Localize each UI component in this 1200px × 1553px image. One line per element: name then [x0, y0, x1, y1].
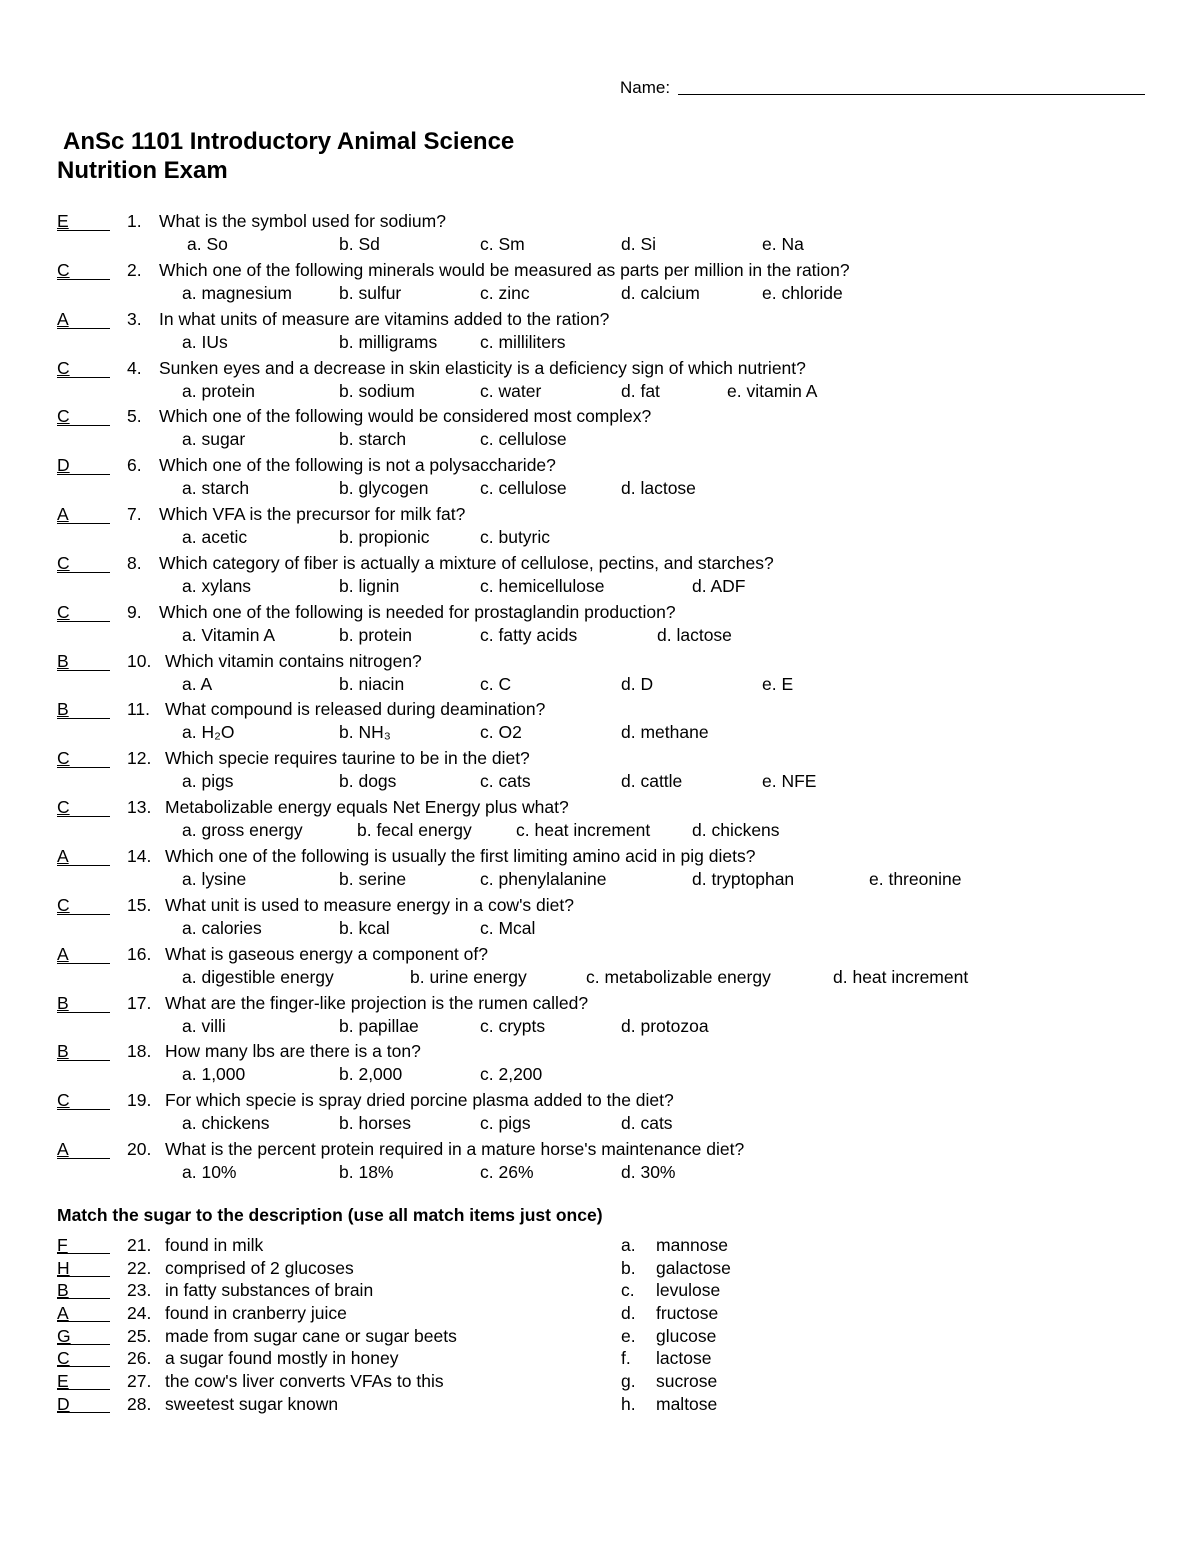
- answer-option: d. Si: [621, 234, 657, 254]
- question-number: 13.: [127, 797, 152, 818]
- answer-letter: C: [57, 1090, 70, 1111]
- answer-blank[interactable]: [57, 1348, 110, 1367]
- answer-letter: A: [57, 1303, 69, 1324]
- question-text: Which one of the following minerals would be measured as parts per million in the ration?: [159, 259, 850, 280]
- answer-option: e. NFE: [762, 771, 817, 792]
- answer-option: d. fat: [621, 380, 660, 401]
- answer-option: d. protozoa: [621, 1015, 709, 1036]
- answer-option: b. papillae: [339, 1015, 419, 1036]
- question-number: 1.: [127, 211, 142, 231]
- answer-option: d. cats: [621, 1113, 673, 1134]
- answer-option: a. pigs: [182, 771, 234, 792]
- question-17: [57, 992, 1177, 1041]
- description-text: sweetest sugar known: [165, 1393, 339, 1414]
- answer-letter: A: [57, 943, 69, 964]
- answer-blank[interactable]: [57, 602, 110, 622]
- answer-letter: B: [57, 1041, 69, 1062]
- question-text: What is gaseous energy a component of?: [165, 943, 488, 964]
- answer-blank[interactable]: [57, 358, 110, 378]
- answer-option: c. fatty acids: [480, 624, 578, 645]
- answer-option: c. water: [480, 380, 542, 401]
- question-text: What is the percent protein required in a mature horse's maintenance diet?: [165, 1139, 745, 1160]
- answer-letter: B: [57, 699, 69, 720]
- matching-item-26: [57, 1347, 1177, 1370]
- question-text: Which VFA is the precursor for milk fat?: [159, 504, 466, 525]
- answer-option: a. starch: [182, 478, 250, 499]
- question-number: 7.: [127, 504, 142, 525]
- name-label: Name:: [620, 78, 671, 97]
- sugar-choice: glucose: [656, 1325, 717, 1346]
- answer-option: a. lysine: [182, 868, 247, 889]
- question-number: 22.: [127, 1257, 152, 1278]
- answer-option: d. heat increment: [833, 966, 969, 987]
- question-7: [57, 503, 1177, 552]
- question-6: [57, 454, 1177, 503]
- answer-option: e. E: [762, 673, 794, 694]
- answer-option: b. horses: [339, 1113, 411, 1134]
- answer-option: e. Na: [762, 234, 804, 254]
- question-8: [57, 552, 1177, 601]
- question-number: 19.: [127, 1090, 152, 1111]
- question-text: Which one of the following is usually the first limiting amino acid in pig diets?: [165, 845, 756, 866]
- description-text: found in cranberry juice: [165, 1303, 347, 1324]
- question-9: [57, 601, 1177, 650]
- answer-option: c. cellulose: [480, 429, 567, 450]
- matching-section-title: Match the sugar to the description (use all match items just once): [57, 1205, 603, 1225]
- answer-letter: C: [57, 1348, 70, 1369]
- matching-item-24: [57, 1302, 1177, 1325]
- answer-option: e. threonine: [869, 868, 962, 889]
- answer-blank[interactable]: [57, 553, 110, 573]
- answer-option: d. lactose: [621, 478, 696, 499]
- answer-blank[interactable]: [57, 748, 110, 768]
- question-11: [57, 698, 1177, 747]
- answer-letter: A: [57, 845, 69, 866]
- description-text: comprised of 2 glucoses: [165, 1257, 354, 1278]
- choice-letter: d.: [621, 1303, 636, 1324]
- answer-blank[interactable]: [57, 1280, 110, 1299]
- answer-option: c. 26%: [480, 1162, 534, 1183]
- answer-letter: C: [57, 357, 70, 378]
- answer-letter: A: [57, 308, 69, 329]
- answer-letter: B: [57, 1280, 69, 1301]
- answer-option: b. starch: [339, 429, 407, 450]
- answer-option: a. 1,000: [182, 1064, 246, 1085]
- description-text: in fatty substances of brain: [165, 1280, 374, 1301]
- question-text: Metabolizable energy equals Net Energy plus what?: [165, 797, 569, 818]
- question-number: 14.: [127, 845, 152, 866]
- matching-item-22: [57, 1257, 1177, 1280]
- answer-option: c. heat increment: [516, 820, 651, 841]
- matching-list: [57, 1234, 1177, 1416]
- course-title: AnSc 1101 Introductory Animal Science: [63, 128, 515, 155]
- answer-letter: C: [57, 406, 70, 427]
- answer-option: d. lactose: [657, 624, 732, 645]
- answer-option: a. chickens: [182, 1113, 270, 1134]
- answer-option: b. glycogen: [339, 478, 429, 499]
- answer-option: c. Mcal: [480, 917, 536, 938]
- answer-letter: C: [57, 797, 70, 818]
- answer-blank[interactable]: [57, 1258, 110, 1277]
- answer-letter: E: [57, 1371, 69, 1392]
- answer-blank[interactable]: [57, 406, 110, 426]
- matching-item-23: [57, 1279, 1177, 1302]
- description-text: made from sugar cane or sugar beets: [165, 1325, 457, 1346]
- answer-option: a. sugar: [182, 429, 246, 450]
- answer-option: a. Vitamin A: [182, 624, 276, 645]
- sugar-choice: mannose: [656, 1235, 728, 1255]
- choice-letter: g.: [621, 1371, 636, 1392]
- question-list: [57, 210, 1177, 1187]
- question-13: [57, 796, 1177, 845]
- answer-letter: C: [57, 748, 70, 769]
- question-10: [57, 650, 1177, 699]
- exam-subtitle: Nutrition Exam: [57, 157, 228, 184]
- choice-letter: b.: [621, 1257, 636, 1278]
- answer-letter: A: [57, 1139, 69, 1160]
- answer-option: c. butyric: [480, 527, 551, 548]
- answer-option: b. protein: [339, 624, 412, 645]
- question-3: [57, 308, 1177, 357]
- answer-option: a. 10%: [182, 1162, 237, 1183]
- answer-option: b. lignin: [339, 575, 400, 596]
- answer-option: a. gross energy: [182, 820, 303, 841]
- question-number: 12.: [127, 748, 152, 769]
- question-number: 6.: [127, 455, 142, 476]
- question-text: Which one of the following is needed for prostaglandin production?: [159, 601, 676, 622]
- answer-option: c. phenylalanine: [480, 868, 607, 889]
- answer-letter: D: [57, 1393, 70, 1414]
- question-number: 26.: [127, 1348, 152, 1369]
- question-number: 3.: [127, 308, 142, 329]
- answer-option: b. serine: [339, 868, 407, 889]
- choice-letter: c.: [621, 1280, 635, 1301]
- description-text: found in milk: [165, 1235, 264, 1255]
- question-number: 20.: [127, 1139, 152, 1160]
- question-number: 21.: [127, 1235, 152, 1255]
- answer-option: a. protein: [182, 380, 255, 401]
- answer-letter: C: [57, 894, 70, 915]
- sugar-choice: maltose: [656, 1393, 718, 1414]
- question-text: Sunken eyes and a decrease in skin elasticity is a deficiency sign of which nutrient?: [159, 357, 806, 378]
- question-14: [57, 845, 1177, 894]
- matching-item-21: [57, 1234, 1177, 1257]
- name-field[interactable]: [620, 76, 1145, 98]
- answer-letter: G: [57, 1325, 71, 1346]
- answer-option: d. tryptophan: [692, 868, 795, 889]
- answer-option: d. cattle: [621, 771, 683, 792]
- matching-item-25: [57, 1325, 1177, 1348]
- question-text: Which specie requires taurine to be in the diet?: [165, 748, 530, 769]
- question-1: [57, 210, 1177, 259]
- question-text: Which one of the following would be considered most complex?: [159, 406, 652, 427]
- question-text: In what units of measure are vitamins added to the ration?: [159, 308, 610, 329]
- answer-blank[interactable]: [57, 260, 110, 280]
- answer-option: c. Sm: [480, 234, 525, 254]
- name-blank-line[interactable]: [678, 94, 1145, 95]
- question-number: 27.: [127, 1371, 152, 1392]
- answer-option: c. metabolizable energy: [586, 966, 771, 987]
- answer-option: a. digestible energy: [182, 966, 334, 987]
- answer-letter: B: [57, 992, 69, 1013]
- answer-option: b. 18%: [339, 1162, 394, 1183]
- question-number: 11.: [127, 699, 151, 720]
- question-text: How many lbs are there is a ton?: [165, 1041, 421, 1062]
- answer-option: d. calcium: [621, 282, 700, 303]
- answer-blank[interactable]: [57, 651, 110, 671]
- question-text: What compound is released during deamination?: [165, 699, 546, 720]
- answer-option: c. cellulose: [480, 478, 567, 499]
- question-number: 23.: [127, 1280, 152, 1301]
- answer-option: b. propionic: [339, 527, 430, 548]
- question-18: [57, 1040, 1177, 1089]
- answer-option: b. kcal: [339, 917, 390, 938]
- answer-option: d. ADF: [692, 575, 746, 596]
- answer-option: e. vitamin A: [727, 380, 818, 401]
- question-15: [57, 894, 1177, 943]
- question-number: 2.: [127, 259, 142, 280]
- question-number: 9.: [127, 601, 142, 622]
- question-16: [57, 943, 1177, 992]
- answer-blank[interactable]: [57, 846, 110, 866]
- question-number: 8.: [127, 552, 142, 573]
- question-number: 5.: [127, 406, 142, 427]
- question-text: Which one of the following is not a polysaccharide?: [159, 455, 556, 476]
- answer-blank[interactable]: [57, 1371, 110, 1390]
- answer-option: c. cats: [480, 771, 531, 792]
- answer-option: d. methane: [621, 722, 709, 743]
- answer-letter: B: [57, 650, 69, 671]
- description-text: a sugar found mostly in honey: [165, 1348, 399, 1369]
- sugar-choice: lactose: [656, 1348, 712, 1369]
- answer-option: c. 2,200: [480, 1064, 543, 1085]
- answer-option: c. milliliters: [480, 331, 566, 352]
- description-text: the cow's liver converts VFAs to this: [165, 1371, 444, 1392]
- answer-blank[interactable]: [57, 797, 110, 817]
- answer-option: c. pigs: [480, 1113, 531, 1134]
- answer-option: a. So: [187, 234, 228, 254]
- answer-blank[interactable]: [57, 1090, 110, 1110]
- sugar-choice: galactose: [656, 1257, 731, 1278]
- answer-blank[interactable]: [57, 895, 110, 915]
- answer-blank[interactable]: [57, 993, 110, 1013]
- question-text: Which category of fiber is actually a mixture of cellulose, pectins, and starches?: [159, 552, 774, 573]
- question-text: What is the symbol used for sodium?: [159, 211, 446, 231]
- answer-option: a. IUs: [182, 331, 228, 352]
- choice-letter: h.: [621, 1393, 636, 1414]
- question-number: 10.: [127, 650, 152, 671]
- choice-letter: f.: [621, 1348, 631, 1369]
- answer-blank[interactable]: [57, 211, 110, 231]
- answer-option: b. urine energy: [410, 966, 527, 987]
- question-text: For which specie is spray dried porcine plasma added to the diet?: [165, 1090, 674, 1111]
- answer-option: a. acetic: [182, 527, 248, 548]
- answer-option: c. zinc: [480, 282, 530, 303]
- answer-blank[interactable]: [57, 944, 110, 964]
- answer-option: b. fecal energy: [357, 820, 472, 841]
- question-text: What unit is used to measure energy in a cow's diet?: [165, 894, 574, 915]
- question-12: [57, 747, 1177, 796]
- answer-option: d. 30%: [621, 1162, 676, 1183]
- answer-option: e. chloride: [762, 282, 843, 303]
- answer-letter: F: [57, 1235, 68, 1255]
- answer-option: b. NH₃: [339, 722, 391, 743]
- answer-blank[interactable]: [57, 455, 110, 475]
- answer-option: d. chickens: [692, 820, 780, 841]
- question-number: 25.: [127, 1325, 152, 1346]
- matching-item-28: [57, 1393, 1177, 1416]
- answer-option: a. H₂O: [182, 722, 235, 743]
- exam-title: [57, 127, 514, 185]
- answer-option: c. crypts: [480, 1015, 546, 1036]
- question-number: 17.: [127, 992, 152, 1013]
- answer-blank[interactable]: [57, 1235, 110, 1254]
- question-2: [57, 259, 1177, 308]
- matching-item-27: [57, 1370, 1177, 1393]
- question-5: [57, 405, 1177, 454]
- question-number: 18.: [127, 1041, 152, 1062]
- answer-blank[interactable]: [57, 504, 110, 524]
- answer-blank[interactable]: [57, 309, 110, 329]
- question-19: [57, 1089, 1177, 1138]
- answer-option: b. sulfur: [339, 282, 402, 303]
- sugar-choice: fructose: [656, 1303, 719, 1324]
- answer-option: a. villi: [182, 1015, 226, 1036]
- answer-blank[interactable]: [57, 1041, 110, 1061]
- question-number: 28.: [127, 1393, 152, 1414]
- answer-option: a. calories: [182, 917, 262, 938]
- answer-letter: D: [57, 455, 70, 476]
- answer-option: d. D: [621, 673, 654, 694]
- answer-option: c. hemicellulose: [480, 575, 605, 596]
- question-text: Which vitamin contains nitrogen?: [165, 650, 422, 671]
- sugar-choice: sucrose: [656, 1371, 718, 1392]
- answer-blank[interactable]: [57, 699, 110, 719]
- answer-letter: E: [57, 211, 69, 231]
- answer-blank[interactable]: [57, 1303, 110, 1322]
- answer-option: b. 2,000: [339, 1064, 403, 1085]
- sugar-choice: levulose: [656, 1280, 721, 1301]
- answer-option: a. A: [182, 673, 213, 694]
- question-number: 24.: [127, 1303, 152, 1324]
- answer-blank[interactable]: [57, 1394, 110, 1413]
- question-number: 4.: [127, 357, 142, 378]
- answer-blank[interactable]: [57, 1139, 110, 1159]
- question-20: [57, 1138, 1177, 1187]
- answer-option: b. sodium: [339, 380, 415, 401]
- answer-blank[interactable]: [57, 1326, 110, 1345]
- answer-option: b. milligrams: [339, 331, 438, 352]
- question-text: What are the finger-like projection is the rumen called?: [165, 992, 589, 1013]
- question-4: [57, 357, 1177, 406]
- answer-option: b. Sd: [339, 234, 380, 254]
- answer-letter: A: [57, 504, 69, 525]
- answer-option: c. O2: [480, 722, 522, 743]
- answer-letter: H: [57, 1257, 70, 1278]
- answer-letter: C: [57, 552, 70, 573]
- answer-option: a. xylans: [182, 575, 252, 596]
- answer-option: b. dogs: [339, 771, 397, 792]
- answer-option: c. C: [480, 673, 512, 694]
- question-number: 15.: [127, 894, 152, 915]
- answer-option: b. niacin: [339, 673, 405, 694]
- answer-option: a. magnesium: [182, 282, 292, 303]
- choice-letter: e.: [621, 1325, 636, 1346]
- choice-letter: a.: [621, 1235, 636, 1255]
- question-number: 16.: [127, 943, 152, 964]
- answer-letter: C: [57, 259, 70, 280]
- answer-letter: C: [57, 601, 70, 622]
